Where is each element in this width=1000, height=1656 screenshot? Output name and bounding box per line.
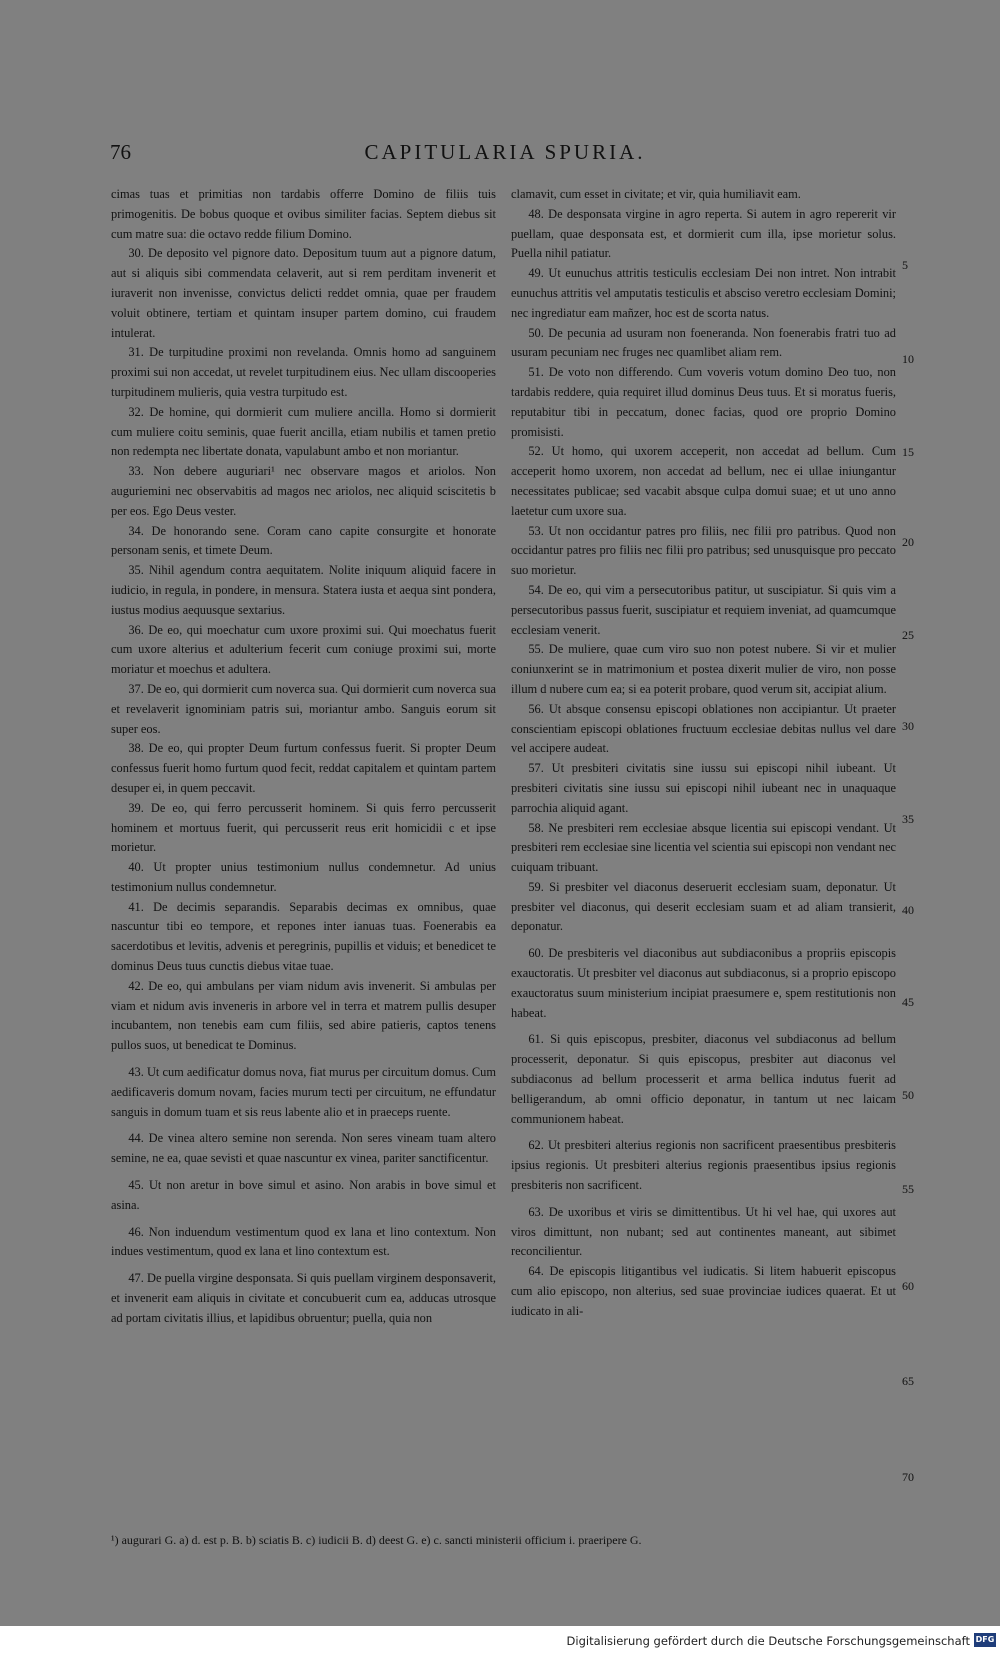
paragraph: 38. De eo, qui propter Deum furtum confessus fuerit. Si propter Deum confessus fuerit homo furtum quod fecit, reddat capitalem et quintam partem desuper ei, in quem peccavit. <box>111 741 496 795</box>
paragraph: 37. De eo, qui dormierit cum noverca sua. Qui dormierit cum noverca sua et revelaverit ignominiam patris sui, moriantur ambo. Sanguis eorum sit super eos. <box>111 681 496 736</box>
page-header <box>110 140 900 170</box>
right-column <box>511 185 896 1322</box>
paragraph: 35. Nihil agendum contra aequitatem. Nolite iniquum aliquid facere in iudicio, in regula, in pondere, in mensura. Statera iusta et aequa sint pondera, iustus modius aequusque sextarius. <box>111 563 496 617</box>
paragraph: 44. De vinea altero semine non serenda. Non seres vineam tuam altero semine, ne ea, quae sevisti et quae nascuntur ex vinea, pariter sanctificentur. <box>111 1131 496 1166</box>
paragraph: 39. De eo, qui ferro percusserit hominem. Si quis ferro percusserit hominem et mortuus fuerit, qui percusserit reus erit homicidii c et ipse morietur. <box>111 800 496 855</box>
paragraph: 56. Ut absque consensu episcopi oblationes non accipiantur. Ut praeter conscientiam episcopi oblationes fructuum ecclesiae debitas nullus vel dare vel accipere audeat. <box>511 701 896 756</box>
paragraph: clamavit, cum esset in civitate; et vir, quia humiliavit eam. <box>511 187 801 201</box>
paragraph: 47. De puella virgine desponsata. Si quis puellam virginem desponsaverit, et invenerit eam aliquis in civitate et concubuerit cum ea, adducas utrosque ad portam civitatis illius, et lapidibus obruentur; puella, quia non <box>111 1271 496 1325</box>
paragraph: 42. De eo, qui ambulans per viam nidum avis invenerit. Si ambulas per viam et nidum avis inveneris in arbore vel in terra et matrem pullis desuper incubantem, non tenebis eam cum filiis, sed abire patieris, captos tenens pullos suos, ut benedicat te Dominus. <box>111 978 496 1053</box>
paragraph: 52. Ut homo, qui uxorem acceperit, non accedat ad bellum. Cum acceperit homo uxorem, non accedat ad bellum, nec ei ullae iniungantur necessitates publicae; sed vacabit absque culpa domui suae; et ut uno anno laetetur cum uxore sua. <box>511 444 896 518</box>
footnotes: ¹) augurari G. a) d. est p. B. b) sciatis B. c) iudicii B. d) deest G. e) c. sancti ministerii officium i. praeripere G. <box>111 1533 642 1547</box>
paragraph: 58. Ne presbiteri rem ecclesiae absque licentia sui episcopi vendant. Ut presbiteri rem ecclesiae sine licentia vel scientia sui episcopi non vendant nec cuiquam tribuant. <box>511 820 896 875</box>
paragraph: 53. Ut non occidantur patres pro filiis, nec filii pro patribus. Quod non occidantur patres pro filiis nec filii pro patribus; sed unusquisque pro peccato suo morietur. <box>511 523 896 578</box>
digitization-credit: Digitalisierung gefördert durch die Deutsche Forschungsgemeinschaft <box>566 1634 970 1648</box>
line-number: 70 <box>902 1470 914 1484</box>
paragraph: 64. De episcopis litigantibus vel iudicatis. Si litem habuerit episcopus cum alio episcopo, non alterius, sed suae provinciae iudices quaerat. Et ut iudicato in ali- <box>511 1264 896 1318</box>
paragraph: 41. De decimis separandis. Separabis decimas ex omnibus, quae nascuntur tibi eo tempore, et repones inter ianuas tuas. Foenerabis ea sacerdotibus et levitis, advenis et peregrinis, pupillis et viduis; et benedicet te dominus Deus tuus cunctis diebus vitae tuae. <box>111 899 496 974</box>
paragraph: 48. De desponsata virgine in agro reperta. Si autem in agro repererit vir puellam, quae desponsata est, et dormierit cum illa, ipse morietur solus. Puella nihil patiatur. <box>511 206 896 261</box>
paragraph: 57. Ut presbiteri civitatis sine iussu sui episcopi nihil iubeant. Ut presbiteri civitatis sine iussu sui episcopi nihil iubeant nec in unaquaque parrochia aliquid agant. <box>511 761 896 815</box>
line-number: 15 <box>902 445 914 459</box>
paragraph: 33. Non debere auguriari¹ nec observare magos et ariolos. Non auguriemini nec observabitis ad magos nec ariolos, nec aliquid sciscitetis b per eos. Ego Deus vester. <box>111 464 496 518</box>
paragraph: 45. Ut non aretur in bove simul et asino. Non arabis in bove simul et asina. <box>111 1178 496 1212</box>
paragraph: 46. Non induendum vestimentum quod ex lana et lino contextum. Non indues vestimentum, quod ex lana et lino contextum est. <box>111 1224 496 1259</box>
line-number: 55 <box>902 1182 914 1196</box>
paragraph: 63. De uxoribus et viris se dimittentibus. Ut hi vel hae, qui uxores aut viros dimittunt, non nubant; sed aut continentes maneant, aut sibimet reconcilientur. <box>511 1204 896 1259</box>
credit-bar <box>0 1626 1000 1656</box>
paragraph: 62. Ut presbiteri alterius regionis non sacrificent praesentibus presbiteris ipsius regionis. Ut presbiteri alterius regionis praesentibus ipsius regionis presbiteris non sacrificent. <box>511 1138 896 1193</box>
paragraph: 61. Si quis episcopus, presbiter, diaconus vel subdiaconus ad bellum processerit, deponatur. Si quis episcopus, presbiter aut diaconus vel subdiaconus ad bellum processerit et arma bellica indutus fuerit ad belligerandum, ab omni officio deponatur, in tantum ut nec laicam communionem habeat. <box>511 1032 896 1126</box>
paragraph: cimas tuas et primitias non tardabis offerre Domino de filiis tuis primogenitis. De bobus quoque et ovibus similiter facias. Septem diebus sit cum matre sua: die octavo redde filium Domino. <box>111 187 496 241</box>
line-number: 20 <box>902 535 914 549</box>
paragraph: 54. De eo, qui vim a persecutoribus patitur, ut suscipiatur. Si quis vim a persecutoribus passus fuerit, suscipiatur et requiem inveniat, ad quamcumque ecclesiam venerit. <box>511 582 896 637</box>
paragraph: 34. De honorando sene. Coram cano capite consurgite et honorate personam senis, et timete Deum. <box>111 523 496 558</box>
paragraph: 51. De voto non differendo. Cum voveris votum domino Deo tuo, non tardabis reddere, quia requiret illud dominus Deus tuus. Et si moratus fueris, reputabitur tibi in peccatum, donec facias, quod ore proprio Domino promisisti. <box>511 365 896 439</box>
running-title: CAPITULARIA SPURIA. <box>364 140 646 164</box>
line-number: 30 <box>902 719 914 733</box>
paragraph: 49. Ut eunuchus attritis testiculis ecclesiam Dei non intret. Non intrabit eunuchus attritis vel amputatis testiculis et absciso veretro ecclesiam Domini; nec ingrediatur eam mañzer, hoc est de scorta natus. <box>511 266 896 320</box>
line-number: 50 <box>902 1088 914 1102</box>
left-column <box>111 185 496 1329</box>
paragraph: 30. De deposito vel pignore dato. Depositum tuum aut a pignore datum, aut si aliquis sibi commendata celaverit, aut si rem perditam invenerit et iuraverit non invenisse, convictus delicti reddet omnia, quae per fraudem voluit obtinere, tertiam et quintam insuper partem domino, cui fraudem intulerat. <box>111 246 496 340</box>
paragraph: 31. De turpitudine proximi non revelanda. Omnis homo ad sanguinem proximi sui non accedat, ut revelet turpitudinem eius. Nec ullam discooperies turpitudinem mulieris, quia vestra turpitudo est. <box>111 345 496 399</box>
line-number: 25 <box>902 628 914 642</box>
paragraph: 50. De pecunia ad usuram non foeneranda. Non foenerabis fratri tuo ad usuram pecuniam nec fruges nec quamlibet aliam rem. <box>511 325 896 360</box>
paragraph: 32. De homine, qui dormierit cum muliere ancilla. Homo si dormierit cum muliere coitu seminis, quae fuerit ancilla, etiam nubilis et tamen pretio non redempta nec libertate donata, vapulabunt ambo et non moriantur. <box>111 404 496 459</box>
line-number: 10 <box>902 352 914 366</box>
line-number: 40 <box>902 903 914 917</box>
dfg-logo-icon: DFG <box>974 1633 996 1647</box>
page-number: 76 <box>110 140 131 164</box>
paragraph: 60. De presbiteris vel diaconibus aut subdiaconibus a propriis episcopis exauctoratis. Ut presbiter vel diaconus aut subdiaconus, si a proprio episcopo exauctoratus suum ministerium incipiat praesumere e, spem restitutionis non habeat. <box>511 946 896 1020</box>
paragraph: 55. De muliere, quae cum viro suo non potest nubere. Si vir et mulier coniunxerint se in matrimonium et postea dixerit mulier de viro, non posse illum d nubere cum ea; si ea poterit probare, quod verum sit, accipiat alium. <box>511 642 896 696</box>
paragraph: 40. Ut propter unius testimonium nullus condemnetur. Ad unius testimonium nullus condemnetur. <box>111 860 496 894</box>
line-number: 35 <box>902 812 914 826</box>
line-number: 45 <box>902 995 914 1009</box>
line-number: 65 <box>902 1374 914 1388</box>
line-number: 60 <box>902 1279 914 1293</box>
line-numbers <box>902 0 932 1656</box>
paragraph: 59. Si presbiter vel diaconus deseruerit ecclesiam suam, deponatur. Ut presbiter vel diaconus, qui deserit ecclesiam suam et ad aliam transierit, deponatur. <box>511 879 896 934</box>
paragraph: 36. De eo, qui moechatur cum uxore proximi sui. Qui moechatus fuerit cum uxore alterius et adulterium fecerit cum coniuge proximi sui, morte moriatur et moechus et adultera. <box>111 622 496 677</box>
paragraph: 43. Ut cum aedificatur domus nova, fiat murus per circuitum domus. Cum aedificaveris domum novam, facies murum tecti per circuitum, ne effundatur sanguis in domum tuam et sis reus labente alio et in praeceps ruente. <box>111 1065 496 1119</box>
line-number: 5 <box>902 258 908 272</box>
